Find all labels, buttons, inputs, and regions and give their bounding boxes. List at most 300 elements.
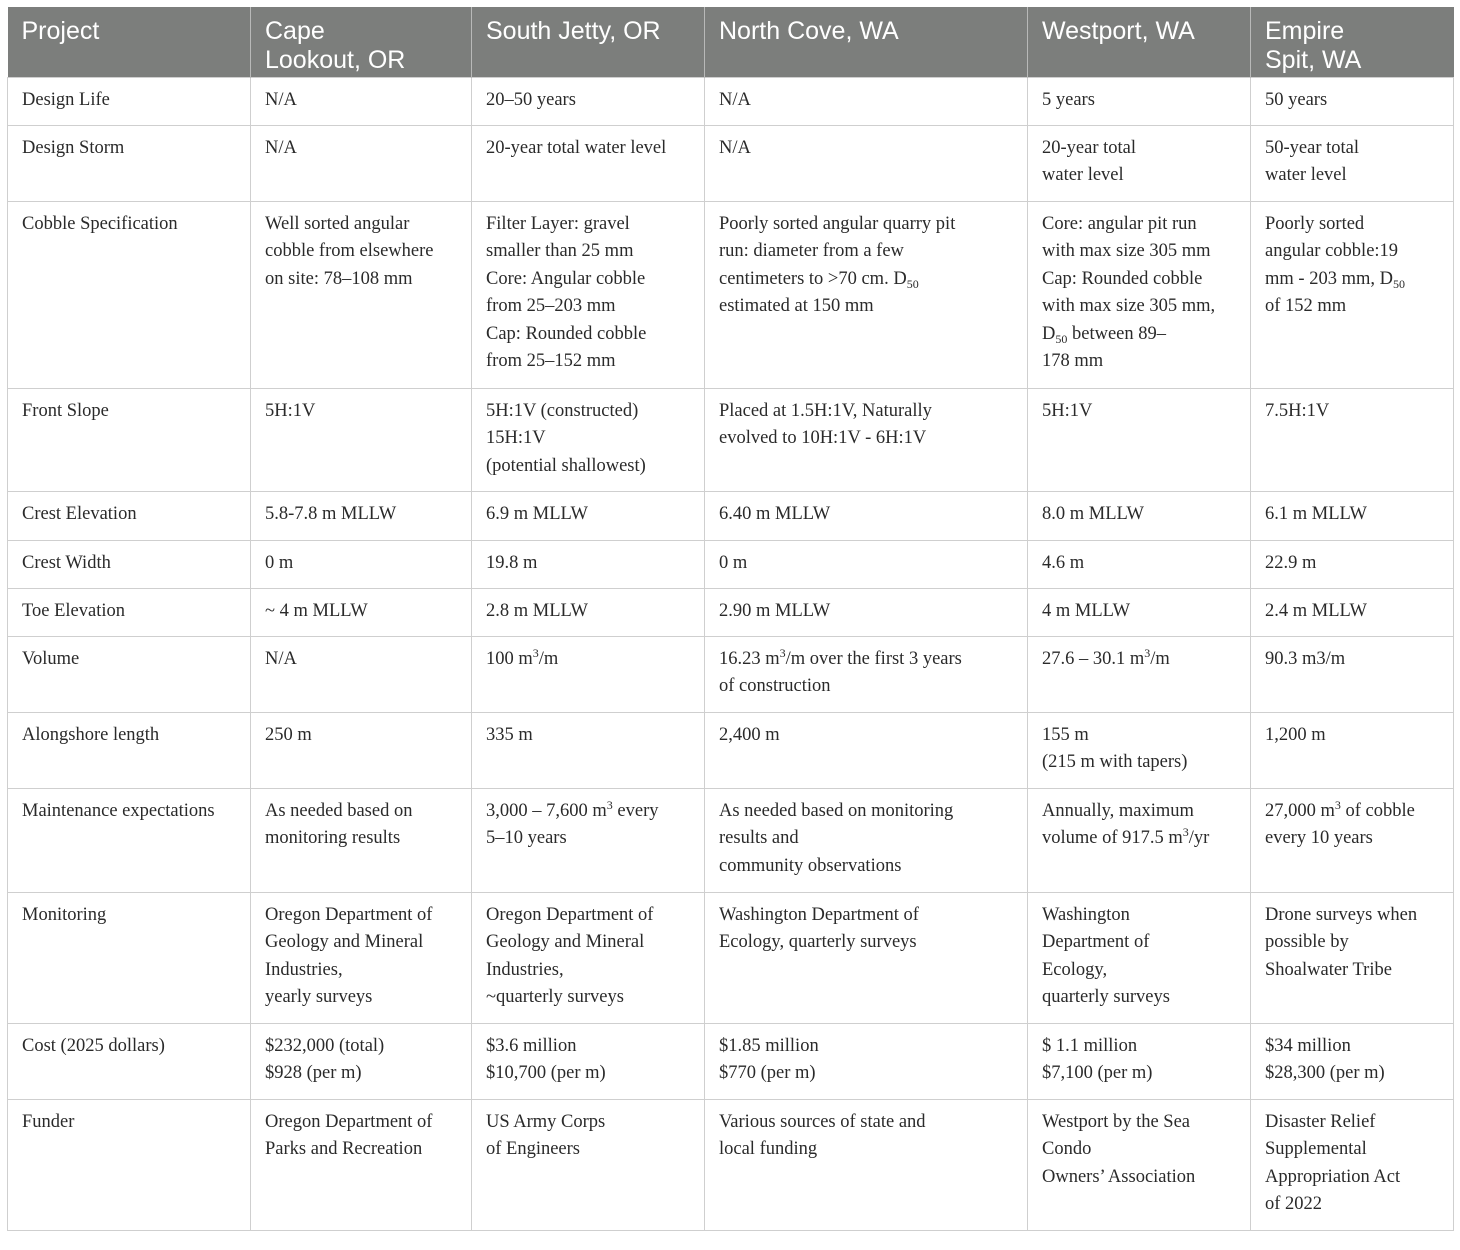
cell-text: Shoalwater Tribe [1265, 959, 1392, 980]
cell-text: local funding [719, 1139, 818, 1160]
cell-line [1042, 957, 1236, 985]
header-line: Empire [1265, 17, 1345, 45]
comparison-table [7, 7, 1454, 1231]
cell-line [486, 1109, 690, 1137]
cell-text: Ecology, [1042, 959, 1108, 980]
cell-text: every [612, 800, 659, 821]
cell-text: 16.23 m [719, 648, 780, 669]
cell-text: Industries, [486, 959, 564, 980]
cell-text: 5 years [1042, 89, 1095, 110]
cell-text: Drone surveys when [1265, 904, 1418, 925]
cell-text: 6.40 m MLLW [719, 503, 831, 524]
cell-line [265, 957, 457, 985]
cell-text: of Engineers [486, 1139, 581, 1160]
cell-north-cove [705, 588, 1028, 636]
cell-cape-lookout [251, 788, 472, 892]
cell-line [1265, 722, 1439, 750]
cell-text: $10,700 (per m) [486, 1063, 606, 1084]
cell-text: Owners’ Association [1042, 1166, 1196, 1187]
cell-line [719, 398, 1013, 426]
table-row [8, 1023, 1454, 1099]
cell-line [1265, 398, 1439, 426]
cell-line [486, 135, 690, 163]
cell-cape-lookout [251, 201, 472, 388]
cell-text: 50 years [1265, 89, 1328, 110]
cell-text: 27,000 m [1265, 800, 1335, 821]
header-row [8, 7, 1454, 77]
cell-text: 20–50 years [486, 89, 576, 110]
cell-text: Funder [22, 1111, 75, 1132]
cell-line [1042, 550, 1236, 578]
cell-line [719, 798, 1013, 826]
cell-text: 155 m [1042, 724, 1089, 745]
cell-line [1042, 646, 1236, 674]
cell-line [1042, 929, 1236, 957]
cell-line [486, 211, 690, 239]
cell-text: Industries, [265, 959, 343, 980]
cell-text: /m [1150, 648, 1170, 669]
cell-line [719, 211, 1013, 239]
cell-text: Various sources of state and [719, 1111, 926, 1132]
cell-text: Ecology, quarterly surveys [719, 932, 917, 953]
cell-line [1265, 135, 1439, 163]
cell-text: N/A [719, 89, 751, 110]
row-label [8, 77, 251, 125]
cell-line [486, 398, 690, 426]
cell-empire-spit [1251, 1023, 1454, 1099]
cell-text: As needed based on [265, 800, 413, 821]
cell-line [719, 293, 1013, 321]
cell-text: of cobble [1340, 800, 1415, 821]
cell-text: possible by [1265, 932, 1349, 953]
cell-cape-lookout [251, 1023, 472, 1099]
cell-text: 90.3 m3/m [1265, 648, 1346, 669]
table-row [8, 892, 1454, 1023]
cell-text: from 25–203 mm [486, 296, 616, 317]
row-label [8, 636, 251, 712]
cell-line [22, 598, 236, 626]
cell-westport [1028, 1099, 1251, 1230]
cell-westport [1028, 636, 1251, 712]
header-line: Project [21, 17, 100, 45]
cell-line [486, 957, 690, 985]
cell-text: 50-year total [1265, 137, 1359, 158]
cell-line [22, 87, 236, 115]
row-label [8, 788, 251, 892]
cell-line [486, 1136, 690, 1164]
superscript: 3 [532, 645, 539, 660]
cell-south-jetty [472, 892, 705, 1023]
cell-text: N/A [719, 137, 751, 158]
cell-line [1042, 1109, 1236, 1137]
header-line: Westport, WA [1042, 17, 1195, 45]
cell-text: monitoring results [265, 828, 401, 849]
cell-text: US Army Corps [486, 1111, 606, 1132]
table-row [8, 201, 1454, 388]
cell-empire-spit [1251, 788, 1454, 892]
cell-line [22, 1109, 236, 1137]
cell-text: 15H:1V [486, 428, 546, 449]
cell-line [719, 501, 1013, 529]
cell-empire-spit [1251, 201, 1454, 388]
cell-empire-spit [1251, 892, 1454, 1023]
cell-text: centimeters to >70 cm. D [719, 268, 907, 289]
row-label [8, 892, 251, 1023]
cell-line [719, 929, 1013, 957]
header-north-cove [705, 7, 1028, 77]
cell-line [265, 984, 457, 1012]
cell-westport [1028, 588, 1251, 636]
cell-text: Supplemental [1265, 1139, 1367, 1160]
cell-north-cove [705, 1099, 1028, 1230]
cell-line [1265, 1109, 1439, 1137]
table-row [8, 540, 1454, 588]
cell-westport [1028, 1023, 1251, 1099]
cell-text: 4.6 m [1042, 552, 1085, 573]
cell-text: water level [1265, 165, 1347, 186]
cell-text: $770 (per m) [719, 1063, 816, 1084]
cell-text: community observations [719, 855, 902, 876]
cell-text: Placed at 1.5H:1V, Naturally [719, 400, 932, 421]
cell-line [1265, 162, 1439, 190]
cell-empire-spit [1251, 712, 1454, 788]
cell-text: ~ 4 m MLLW [265, 600, 368, 621]
header-empire-spit [1251, 7, 1454, 77]
cell-line [1042, 266, 1236, 294]
cell-text: 5–10 years [486, 828, 567, 849]
cell-line [1265, 929, 1439, 957]
cell-line [265, 550, 457, 578]
cell-line [1265, 1033, 1439, 1061]
cell-text: run: diameter from a few [719, 241, 904, 262]
cell-line [719, 722, 1013, 750]
cell-westport [1028, 77, 1251, 125]
cell-text: Disaster Relief [1265, 1111, 1376, 1132]
cell-cape-lookout [251, 540, 472, 588]
cell-text: 2,400 m [719, 724, 780, 745]
cell-line [719, 135, 1013, 163]
cell-text: 3,000 – 7,600 m [486, 800, 607, 821]
cell-line [719, 1136, 1013, 1164]
cell-text: /m over the first 3 years [785, 648, 962, 669]
cell-text: results and [719, 828, 799, 849]
table-row [8, 125, 1454, 201]
table-row [8, 636, 1454, 712]
header-westport [1028, 7, 1251, 77]
cell-line [719, 1109, 1013, 1137]
cell-line [265, 211, 457, 239]
cell-line [1265, 1136, 1439, 1164]
cell-line [1042, 1136, 1236, 1164]
cell-north-cove [705, 788, 1028, 892]
cell-text: $34 million [1265, 1035, 1351, 1056]
cell-text: 6.1 m MLLW [1265, 503, 1367, 524]
cell-line [486, 984, 690, 1012]
cell-text: estimated at 150 mm [719, 296, 874, 317]
cell-text: $28,300 (per m) [1265, 1063, 1385, 1084]
subscript: 50 [1055, 331, 1068, 346]
cell-text: As needed based on monitoring [719, 800, 954, 821]
cell-cape-lookout [251, 388, 472, 491]
cell-line [719, 550, 1013, 578]
cell-westport [1028, 712, 1251, 788]
cell-line [22, 550, 236, 578]
cell-text: $3.6 million [486, 1035, 577, 1056]
cell-empire-spit [1251, 491, 1454, 540]
cell-line [486, 929, 690, 957]
cell-line [22, 722, 236, 750]
cell-line [22, 902, 236, 930]
cell-text: 178 mm [1042, 351, 1104, 372]
cell-text: every 10 years [1265, 828, 1373, 849]
cell-north-cove [705, 125, 1028, 201]
table-row [8, 588, 1454, 636]
cell-text: Washington [1042, 904, 1130, 925]
cell-text: evolved to 10H:1V - 6H:1V [719, 428, 927, 449]
row-label [8, 201, 251, 388]
cell-south-jetty [472, 125, 705, 201]
cell-line [265, 501, 457, 529]
cell-text: mm - 203 mm, D [1265, 268, 1393, 289]
cell-text: 4 m MLLW [1042, 600, 1131, 621]
cell-text: Design Life [22, 89, 110, 110]
cell-line [22, 398, 236, 426]
cell-line [1265, 266, 1439, 294]
cell-line [1042, 398, 1236, 426]
cell-south-jetty [472, 77, 705, 125]
cell-text: from 25–152 mm [486, 351, 616, 372]
cell-text: Maintenance expectations [22, 800, 215, 821]
cell-line [1042, 902, 1236, 930]
cell-south-jetty [472, 540, 705, 588]
cell-text: N/A [265, 89, 297, 110]
cell-line [1042, 135, 1236, 163]
cell-text: cobble from elsewhere [265, 241, 434, 262]
cell-empire-spit [1251, 540, 1454, 588]
cell-text: Poorly sorted angular quarry pit [719, 213, 956, 234]
cell-text: /yr [1188, 828, 1210, 849]
superscript: 3 [1334, 797, 1341, 812]
cell-line [486, 598, 690, 626]
table-row [8, 77, 1454, 125]
cell-text: Parks and Recreation [265, 1139, 423, 1160]
cell-line [265, 902, 457, 930]
cell-line [1265, 598, 1439, 626]
cell-text: 0 m [719, 552, 748, 573]
cell-text: Oregon Department of [486, 904, 654, 925]
cell-text: Monitoring [22, 904, 107, 925]
header-cape-lookout [251, 7, 472, 77]
cell-line [486, 1033, 690, 1061]
cell-text: $232,000 (total) [265, 1035, 385, 1056]
cell-westport [1028, 388, 1251, 491]
row-label [8, 712, 251, 788]
cell-cape-lookout [251, 712, 472, 788]
cell-line [1265, 902, 1439, 930]
cell-line [1042, 1164, 1236, 1192]
superscript: 3 [1182, 825, 1189, 840]
cell-north-cove [705, 201, 1028, 388]
cell-line [265, 135, 457, 163]
cell-line [1265, 238, 1439, 266]
header-line: South Jetty, OR [486, 17, 661, 45]
cell-line [486, 238, 690, 266]
cell-line [265, 646, 457, 674]
cell-westport [1028, 491, 1251, 540]
cell-line [1265, 211, 1439, 239]
cell-line [719, 598, 1013, 626]
cell-text: Cap: Rounded cobble [1042, 268, 1203, 289]
cell-text: 5.8-7.8 m MLLW [265, 503, 397, 524]
cell-text: Well sorted angular [265, 213, 410, 234]
cell-empire-spit [1251, 125, 1454, 201]
cell-text: Poorly sorted [1265, 213, 1365, 234]
cell-line [486, 321, 690, 349]
cell-cape-lookout [251, 125, 472, 201]
cell-line [1265, 957, 1439, 985]
cell-text: 22.9 m [1265, 552, 1317, 573]
cell-text: Appropriation Act [1265, 1166, 1401, 1187]
cell-text: of construction [719, 676, 831, 697]
cell-text: yearly surveys [265, 987, 373, 1008]
cell-line [1265, 1164, 1439, 1192]
cell-text: 5H:1V [265, 400, 316, 421]
cell-line [1265, 798, 1439, 826]
cell-text: volume of 917.5 m [1042, 828, 1183, 849]
cell-text: Alongshore length [22, 724, 160, 745]
cell-line [1042, 238, 1236, 266]
cell-line [719, 425, 1013, 453]
cell-line [486, 646, 690, 674]
cell-line [1042, 984, 1236, 1012]
cell-line [265, 1033, 457, 1061]
cell-line [719, 87, 1013, 115]
cell-empire-spit [1251, 1099, 1454, 1230]
cell-text: 6.9 m MLLW [486, 503, 588, 524]
cell-line [486, 87, 690, 115]
cell-text: Core: Angular cobble [486, 268, 646, 289]
subscript: 50 [1392, 276, 1405, 291]
cell-text: 2.90 m MLLW [719, 600, 831, 621]
cell-south-jetty [472, 388, 705, 491]
cell-line [1042, 162, 1236, 190]
cell-text: 335 m [486, 724, 533, 745]
cell-text: 5H:1V (constructed) [486, 400, 639, 421]
cell-south-jetty [472, 788, 705, 892]
cell-line [22, 1033, 236, 1061]
cell-line [1042, 825, 1236, 853]
cell-line [265, 238, 457, 266]
cell-text: 0 m [265, 552, 294, 573]
cell-empire-spit [1251, 636, 1454, 712]
cell-line [719, 825, 1013, 853]
cell-text: Department of [1042, 932, 1150, 953]
cell-line [486, 348, 690, 376]
row-label [8, 125, 251, 201]
cell-cape-lookout [251, 77, 472, 125]
cell-empire-spit [1251, 77, 1454, 125]
cell-text: Filter Layer: gravel [486, 213, 630, 234]
cell-text: Geology and Mineral [265, 932, 424, 953]
table-row [8, 388, 1454, 491]
cell-text: /m [538, 648, 559, 669]
cell-line [1042, 749, 1236, 777]
header-line: North Cove, WA [719, 17, 899, 45]
cell-text: Crest Elevation [22, 503, 137, 524]
cell-line [1265, 1191, 1439, 1219]
row-label [8, 388, 251, 491]
cell-line [265, 398, 457, 426]
cell-text: Oregon Department of [265, 1111, 433, 1132]
cell-line [1265, 293, 1439, 321]
subscript: 50 [906, 276, 919, 291]
row-label [8, 491, 251, 540]
cell-text: Annually, maximum [1042, 800, 1194, 821]
table-row [8, 788, 1454, 892]
cell-text: Condo [1042, 1139, 1092, 1160]
cell-south-jetty [472, 588, 705, 636]
cell-line [719, 646, 1013, 674]
cell-south-jetty [472, 712, 705, 788]
cell-line [719, 1033, 1013, 1061]
cell-text: Volume [22, 648, 80, 669]
cell-text: on site: 78–108 mm [265, 268, 413, 289]
cell-cape-lookout [251, 491, 472, 540]
cell-line [486, 798, 690, 826]
cell-text: 27.6 – 30.1 m [1042, 648, 1145, 669]
table-row [8, 712, 1454, 788]
cell-text: 250 m [265, 724, 312, 745]
cell-text: Core: angular pit run [1042, 213, 1197, 234]
cell-text: Cost (2025 dollars) [22, 1035, 165, 1056]
cell-line [22, 501, 236, 529]
cell-text: N/A [265, 648, 297, 669]
cell-line [486, 825, 690, 853]
cell-line [265, 598, 457, 626]
cell-text: Toe Elevation [22, 600, 125, 621]
cell-empire-spit [1251, 588, 1454, 636]
cell-text: Crest Width [22, 552, 111, 573]
cell-line [486, 501, 690, 529]
row-label [8, 588, 251, 636]
cell-line [486, 293, 690, 321]
row-label [8, 1099, 251, 1230]
cell-line [719, 853, 1013, 881]
cell-line [1042, 321, 1236, 349]
cell-line [1265, 87, 1439, 115]
cell-text: 1,200 m [1265, 724, 1326, 745]
cell-line [1042, 798, 1236, 826]
superscript: 3 [606, 797, 613, 812]
cell-line [22, 135, 236, 163]
cell-north-cove [705, 388, 1028, 491]
cell-text: (215 m with tapers) [1042, 752, 1188, 773]
cell-westport [1028, 788, 1251, 892]
header-line: Cape [265, 17, 325, 45]
cell-north-cove [705, 636, 1028, 712]
cell-text: (potential shallowest) [486, 455, 646, 476]
cell-line [486, 266, 690, 294]
cell-text: Cobble Specification [22, 213, 178, 234]
cell-north-cove [705, 892, 1028, 1023]
cell-text: 5H:1V [1042, 400, 1093, 421]
cell-text: Westport by the Sea [1042, 1111, 1191, 1132]
cell-line [486, 902, 690, 930]
cell-westport [1028, 125, 1251, 201]
cell-south-jetty [472, 636, 705, 712]
cell-text: 2.8 m MLLW [486, 600, 588, 621]
cell-text: 8.0 m MLLW [1042, 503, 1144, 524]
